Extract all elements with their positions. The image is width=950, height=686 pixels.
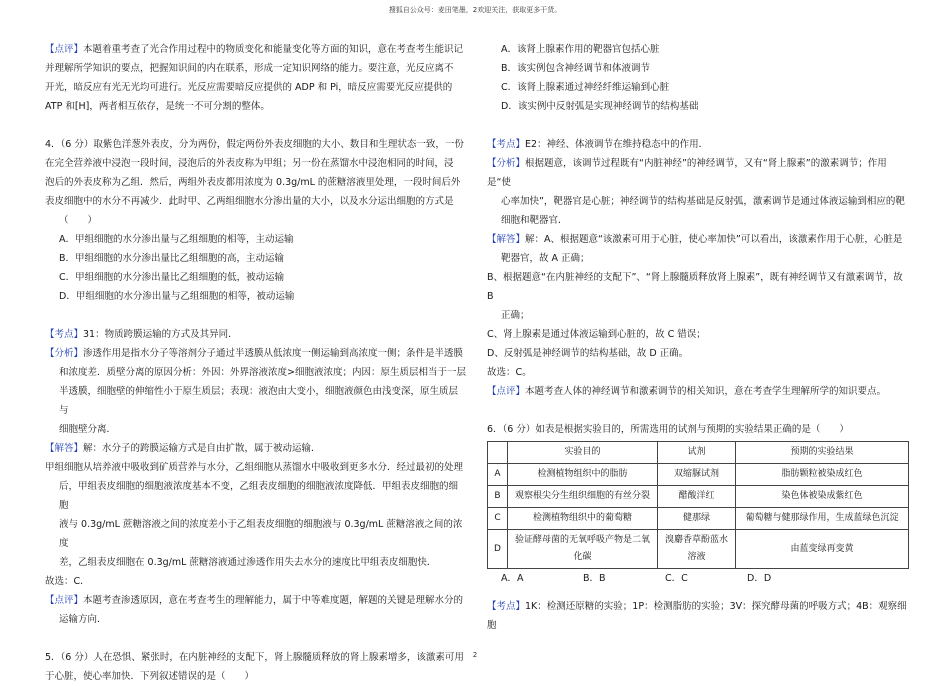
q5-stem-1: 5．（6 分）人在恐惧、紧张时，在内脏神经的支配下，肾上腺髓质释放的肾上腺素增多，该激素可用 [45,652,464,663]
q4-jieda-4: 液与 0.3g/mL 蔗糖溶液之间的浓度差小于乙组表皮细胞的细胞液与 0.3g/mL 蔗糖溶液之间的浓度 [59,519,463,549]
table-cell: 由蓝变绿再变黄 [736,530,909,569]
q4-fenxi-3: 半透膜，细胞壁的伸缩性小于原生质层；表现：液泡由大变小，细胞液颜色由浅变深，原生质层与 [59,386,459,416]
table-cell: B [488,486,508,508]
q6-option-c: C．C [665,573,688,584]
q4-fenxi-4: 细胞壁分离． [59,424,117,435]
q5-option-b: B．该实例包含神经调节和体液调节 [501,63,651,74]
q4-jieda-5: 差，乙组表皮细胞在 0.3g/mL 蔗糖溶液通过渗透作用失去水分的速度比甲组表皮细胞快． [59,557,437,568]
q5-jieda-2: 靶器官，故 A 正确； [501,253,590,264]
q4-kaodian: 【考点】31：物质跨膜运输的方式及其异同． [45,329,238,340]
table-cell: 葡萄糖与健那绿作用，生成蓝绿色沉淀 [736,508,909,530]
page-number: 2 [472,651,478,659]
q5-fenxi-1: 【分析】根据题意，该调节过程既有“内脏神经”的神经调节，又有“肾上腺素”的激素调节；作用是“使 [487,158,887,188]
q4-jieda-1: 【解答】解：水分子的跨膜运输方式是自由扩散，属于被动运输． [45,443,321,454]
q6-options [487,569,909,588]
table-cell: 双缩脲试剂 [658,464,736,486]
table-row [488,464,909,486]
q5-dianping: 【点评】本题考查人体的神经调节和激素调节的相关知识，意在考查学生理解所学的知识要点。 [487,386,887,397]
q4-jieda-2: 甲组细胞从培养液中吸收到矿质营养与水分，乙组细胞从蒸馏水中吸收到更多水分．经过最初的处理 [45,462,464,473]
experiment-table [487,441,909,569]
q4-stem-3: 泡后的外表皮称为乙组．然后，两组外表皮都用浓度为 0.3g/mL 的蔗糖溶液里处理，一段时间后外 [45,177,461,188]
prev-review-line-3: 开光，暗反应有光无光均可进行。光反应需要暗反应提供的 ADP 和 Pi，暗反应需要光反应提供的 [45,82,453,93]
table-cell: 健那绿 [658,508,736,530]
table-header-row [488,442,909,464]
table-cell: D [488,530,508,569]
q5-jieda-5: C、肾上腺素是通过体液运输到心脏的，故 C 错误； [487,329,706,340]
table-cell: 观察根尖分生组织细胞的有丝分裂 [508,486,658,508]
q5-kaodian: 【考点】E2：神经、体液调节在维持稳态中的作用． [487,139,709,150]
q4-stem-4: 表皮细胞中的水分不再减少．此时甲、乙两组细胞水分渗出量的大小，以及水分运出细胞的方式是 [45,196,454,207]
q5-option-d: D．该实例中反射弧是实现神经调节的结构基础 [501,101,699,112]
table-cell: C [488,508,508,530]
left-column [45,40,467,686]
q4-option-d: D．甲组细胞的水分渗出量与乙组细胞的相等，被动运输 [59,291,295,302]
q4-stem-2: 在完全营养液中浸泡一段时间，浸泡后的外表皮称为甲组；另一份在蒸馏水中浸泡相同的时间，浸 [45,158,454,169]
review-tag: 【点评】 [45,44,84,55]
table-header-cell: 预期的实验结果 [736,442,909,464]
q5-jieda-6: D、反射弧是神经调节的结构基础，故 D 正确。 [487,348,689,359]
table-cell: 溴麝香草酚蓝水溶液 [658,530,736,569]
table-row [488,508,909,530]
right-column [487,40,909,635]
table-cell: 醋酸洋红 [658,486,736,508]
table-cell: 脂肪颗粒被染成红色 [736,464,909,486]
table-cell: 染色体被染成紫红色 [736,486,909,508]
q5-option-a: A．该肾上腺素作用的靶器官包括心脏 [501,44,660,55]
q4-stem-5: （ ） [59,215,98,226]
q5-option-c: C．该肾上腺素通过神经纤维运输到心脏 [501,82,670,93]
page-header: 搜狐自公众号：麦田笔墨，2欢迎关注，获取更多干货。 [388,6,562,14]
q6-kaodian: 【考点】1K：检测还原糖的实验；1P：检测脂肪的实验；3V：探究酵母菌的呼吸方式；4B：观察细胞 [487,601,907,631]
table-cell: A [488,464,508,486]
q4-fenxi-1: 【分析】渗透作用是指水分子等溶剂分子通过半透膜从低浓度一侧运输到高浓度一侧；条件是半透膜 [45,348,464,359]
q5-jieda-4: 正确； [501,310,530,321]
q6-option-d: D．D [747,573,772,584]
q5-jieda-3: B、根据题意“在内脏神经的支配下”、“肾上腺髓质释放肾上腺素”，既有神经调节又有激素调节，故 B [487,272,903,302]
q4-option-b: B．甲组细胞的水分渗出量比乙组细胞的高，主动运输 [59,253,285,264]
prev-review-line-2: 并理解所学知识的要点，把握知识间的内在联系，形成一定知识网络的能力。要注意，光反应离不 [45,63,454,74]
q4-dianping-2: 运输方向． [59,614,107,625]
q4-fenxi-2: 和浓度差．质壁分离的原因分析：外因：外界溶液浓度>细胞液浓度；内因：原生质层相当于一层 [59,367,466,378]
table-cell: 检测植物组织中的脂肪 [508,464,658,486]
q4-answer: 故选：C． [45,576,90,587]
prev-review-line-4: ATP 和[H]，两者相互依存，是统一不可分割的整体。 [45,101,270,112]
q4-option-a: A．甲组细胞的水分渗出量与乙组细胞的相等，主动运输 [59,234,294,245]
q6-option-b: B．B [583,573,606,584]
table-header-cell [488,442,508,464]
q5-stem-2: 于心脏，使心率加快．下列叙述错误的是（ ） [45,671,255,682]
table-row [488,530,909,569]
q6-stem: 6．（6 分）如表是根据实验目的，所需选用的试剂与预期的实验结果正确的是（ ） [487,424,849,435]
q4-stem-1: 4．（6 分）取紫色洋葱外表皮，分为两份，假定两份外表皮细胞的大小、数目和生理状态一致，一份 [45,139,464,150]
q5-fenxi-2: 心率加快”，靶器官是心脏；神经调节的结构基础是反射弧，激素调节是通过体液运输到相应的靶 [501,196,905,207]
q4-dianping-1: 【点评】本题考查渗透原因，意在考查考生的理解能力，属于中等难度题，解题的关键是理解水分的 [45,595,464,606]
prev-review-line-1: 【点评】本题着重考查了光合作用过程中的物质变化和能量变化等方面的知识，意在考查考生能识记 [45,44,464,55]
table-cell: 验证酵母菌的无氧呼吸产物是二氧化碳 [508,530,658,569]
q5-fenxi-3: 细胞和靶器官． [501,215,568,226]
q6-option-a: A．A [501,573,524,584]
q5-jieda-1: 【解答】解：A、根据题意“该激素可用于心脏，使心率加快”可以看出，该激素作用于心脏，心脏是 [487,234,903,245]
table-header-cell: 试剂 [658,442,736,464]
q4-option-c: C．甲组细胞的水分渗出量比乙组细胞的低，被动运输 [59,272,285,283]
table-header-cell: 实验目的 [508,442,658,464]
q4-jieda-3: 后，甲组表皮细胞的细胞液浓度基本不变，乙组表皮细胞的细胞液浓度降低．甲组表皮细胞的细胞 [59,481,459,511]
table-cell: 检测植物组织中的葡萄糖 [508,508,658,530]
q5-answer: 故选：C。 [487,367,532,378]
table-row [488,486,909,508]
